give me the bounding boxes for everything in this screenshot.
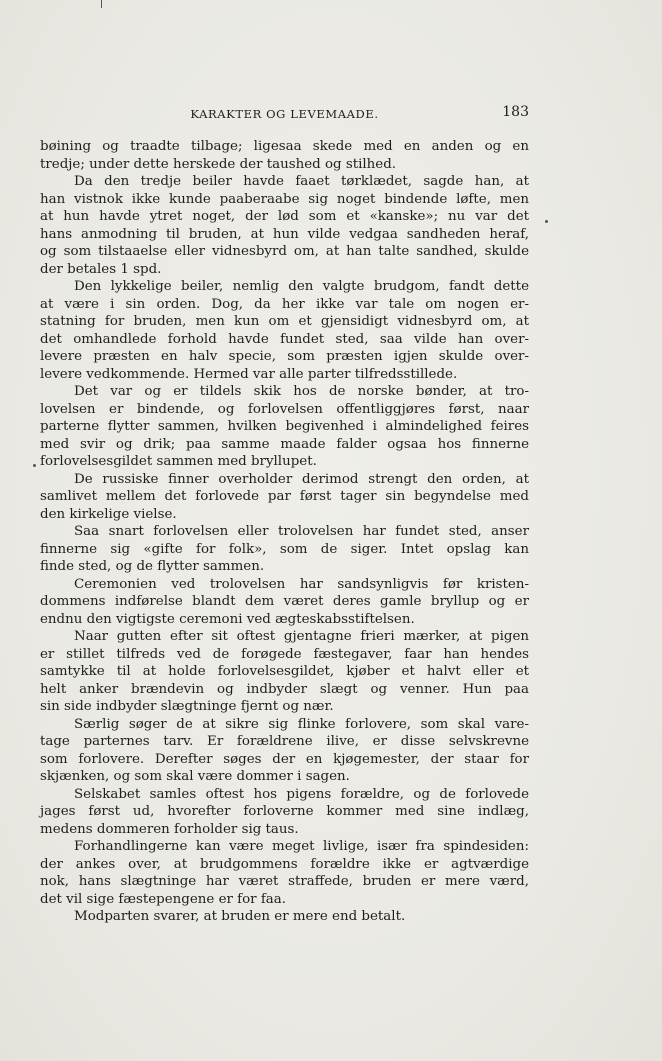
scan-speck — [33, 464, 36, 467]
text-line: det vil sige fæstepengene er for faa. — [40, 891, 287, 907]
text-line: samlivet mellem det forlovede par først tager sin begyndelse med — [40, 489, 529, 504]
text-line: der betales 1 spd. — [40, 261, 162, 277]
text-line: det omhandlede forhold havde fundet sted, saa vilde han over- — [40, 331, 529, 347]
scan-mark — [101, 0, 102, 8]
text-line: Selskabet samles oftest hos pigens forældre, og de forlovede — [74, 786, 529, 802]
text-line: der ankes over, at brudgommens forældre ikke er agtværdige — [40, 856, 529, 872]
text-line: Da den tredje beiler havde faaet tørklædet, sagde han, at — [74, 174, 529, 189]
text-line: dommens indførelse blandt dem været deres gamle bryllup og er — [40, 594, 529, 609]
text-line: Naar gutten efter sit oftest gjentagne frieri mærker, at pigen — [74, 629, 529, 644]
text-line: sin side indbyder slægtninge fjernt og nær. — [40, 699, 334, 714]
page-header — [40, 104, 529, 124]
text-line: at hun havde ytret noget, der lød som et «kanske»; nu var det — [40, 209, 529, 224]
text-line: finnerne sig «gifte for folk», som de siger. Intet opslag kan — [40, 541, 529, 557]
text-line: parterne flytter sammen, hvilken begivenhed i almindelighed feires — [40, 419, 529, 434]
text-line: statning for bruden, men kun om et gjensidigt vidnesbyrd om, at — [40, 314, 529, 329]
text-line: Særlig søger de at sikre sig flinke forlovere, som skal vare- — [74, 716, 529, 732]
scan-speck — [545, 220, 548, 223]
text-line: med svir og drik; paa samme maade falder ogsaa hos finnerne — [40, 436, 529, 452]
text-line: tredje; under dette herskede der taushed og stilhed. — [40, 156, 397, 172]
text-line: medens dommeren forholder sig taus. — [40, 821, 299, 837]
text-line: endnu den vigtigste ceremoni ved ægteskabsstiftelsen. — [40, 611, 415, 627]
text-line: Forhandlingerne kan være meget livlige, især fra spindesiden: — [74, 839, 529, 854]
text-line: og som tilstaaelse eller vidnesbyrd om, at han talte sandhed, skulde — [40, 244, 529, 259]
text-line: Saa snart forlovelsen eller trolovelsen har fundet sted, anser — [74, 524, 529, 539]
text-line: Det var og er tildels skik hos de norske bønder, at tro- — [74, 384, 529, 399]
running-title: KARAKTER OG LEVEMAADE. — [190, 107, 379, 121]
text-line: Modparten svarer, at bruden er mere end betalt. — [74, 909, 406, 924]
text-line: han vistnok ikke kunde paaberaabe sig noget bindende løfte, men — [40, 191, 529, 207]
text-line: De russiske finner overholder derimod strengt den orden, at — [74, 471, 529, 487]
text-line: som forlovere. Derefter søges der en kjøgemester, der staar for — [40, 751, 529, 767]
text-line: at være i sin orden. Dog, da her ikke var tale om nogen er- — [40, 296, 529, 312]
text-line: lovelsen er bindende, og forlovelsen offentliggjøres først, naar — [40, 401, 529, 417]
text-line: nok, hans slægtninge har været straffede, bruden er mere værd, — [40, 874, 529, 889]
text-line: den kirkelige vielse. — [40, 506, 177, 522]
text-line: samtykke til at holde forlovelsesgildet, kjøber et halvt eller et — [40, 664, 529, 679]
text-line: Ceremonien ved trolovelsen har sandsynligvis før kristen- — [74, 576, 529, 592]
text-line: bøining og traadte tilbage; ligesaa skede med en anden og en — [40, 139, 529, 154]
body-text — [40, 138, 529, 926]
text-line: forlovelsesgildet sammen med bryllupet. — [40, 454, 317, 469]
text-line: tage parternes tarv. Er forældrene ilive, er disse selvskrevne — [40, 734, 529, 749]
text-line: levere præsten en halv specie, som præsten igjen skulde over- — [40, 349, 529, 364]
text-line: jages først ud, hvorefter forloverne kommer med sine indlæg, — [40, 804, 529, 819]
page-number: 183 — [502, 104, 529, 120]
text-line: helt anker brændevin og indbyder slægt og venner. Hun paa — [40, 681, 529, 697]
text-line: finde sted, og de flytter sammen. — [40, 559, 265, 574]
text-line: skjænken, og som skal være dommer i sagen. — [40, 769, 350, 784]
text-line: Den lykkelige beiler, nemlig den valgte brudgom, fandt dette — [74, 279, 529, 294]
text-line: hans anmodning til bruden, at hun vilde vedgaa sandheden heraf, — [40, 226, 529, 242]
text-line: levere vedkommende. Hermed var alle parter tilfredsstillede. — [40, 366, 458, 382]
text-line: er stillet tilfreds ved de forøgede fæstegaver, faar han hendes — [40, 646, 529, 662]
